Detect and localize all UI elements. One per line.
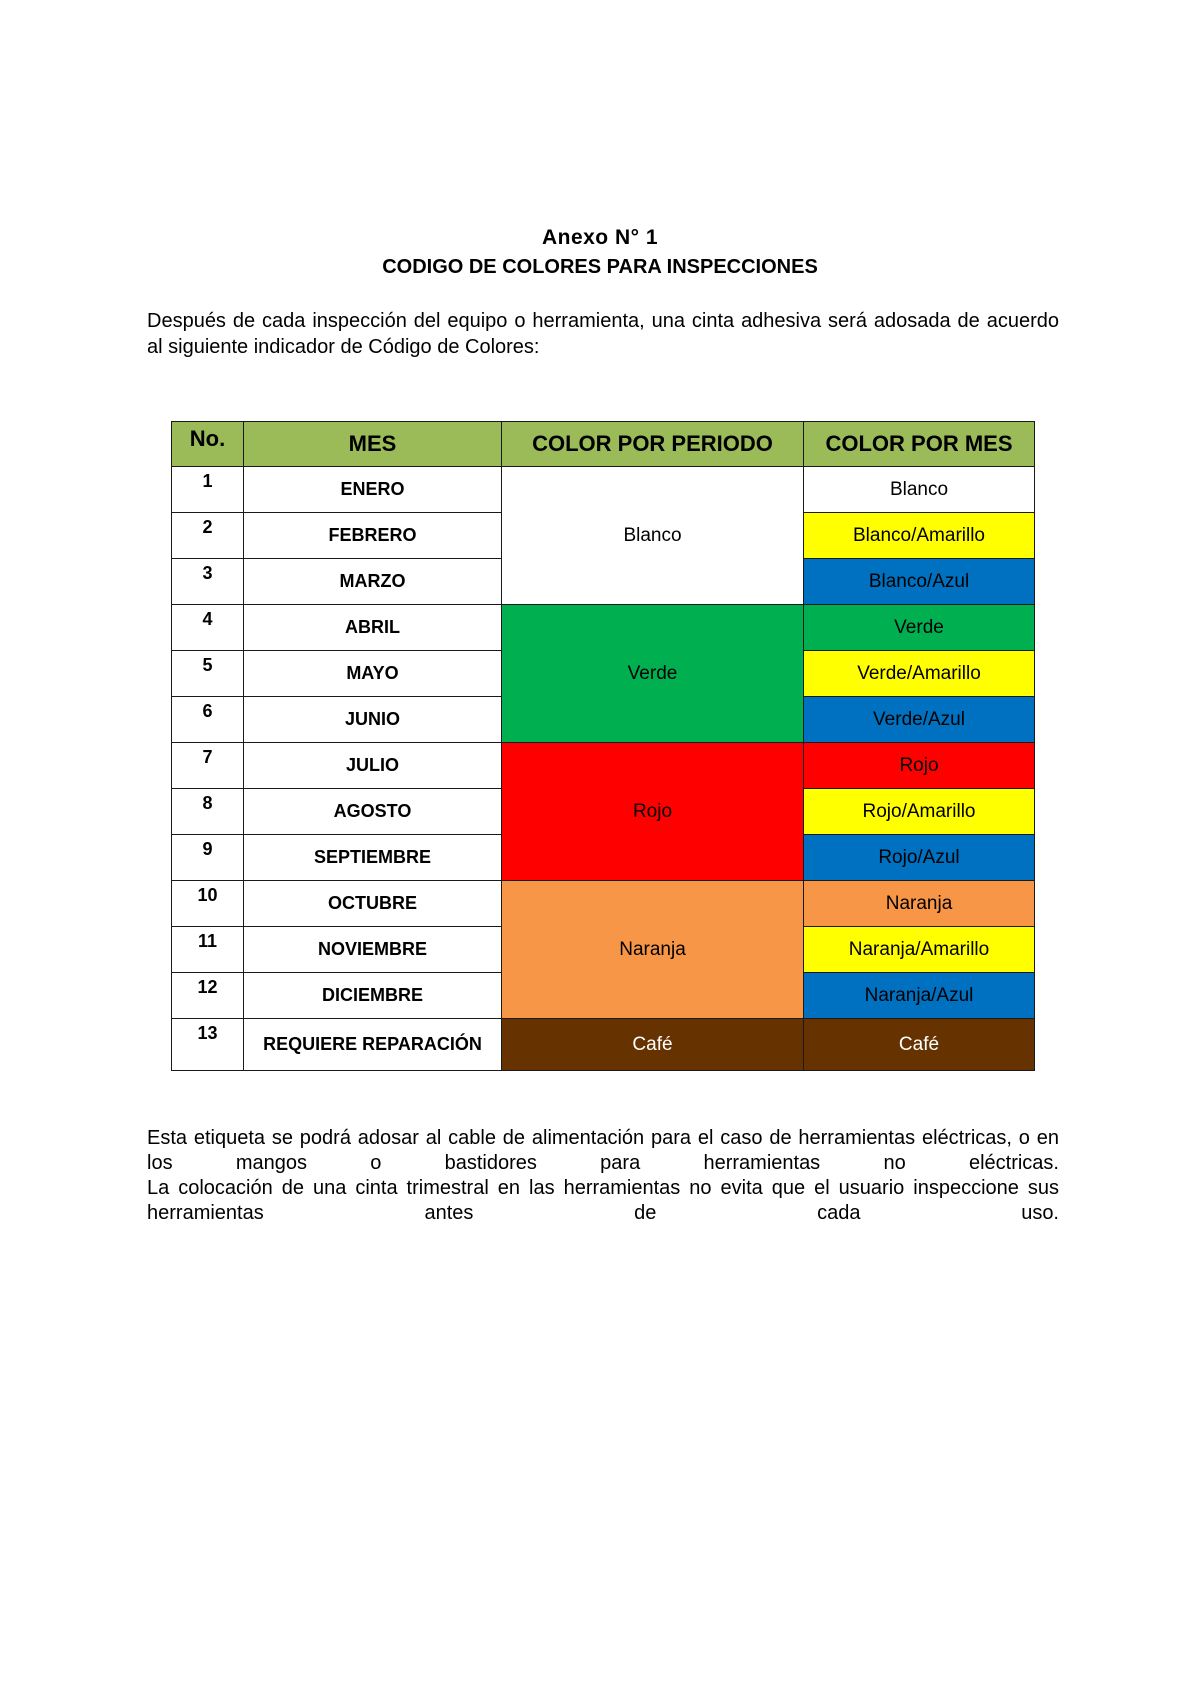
month-color-cell: Verde/Azul [804, 697, 1035, 743]
closing-paragraph-2: La colocación de una cinta trimestral en las herramientas no evita que el usuario inspeccione sus herramientas antes de cada uso. [147, 1177, 1059, 1224]
month-name: FEBRERO [244, 513, 502, 559]
month-color-cell: Rojo [804, 743, 1035, 789]
row-number: 4 [172, 605, 244, 651]
month-color-cell: Naranja/Amarillo [804, 927, 1035, 973]
month-name: MARZO [244, 559, 502, 605]
closing-paragraph-1: Esta etiqueta se podrá adosar al cable de alimentación para el caso de herramientas eléctricas, o en los mangos o bastidores para herramientas no eléctricas. [147, 1127, 1059, 1174]
period-color-cell: Verde [502, 605, 804, 743]
period-color-cell: Café [502, 1019, 804, 1071]
month-color-cell: Verde/Amarillo [804, 651, 1035, 697]
header-color-mes: COLOR POR MES [804, 422, 1035, 467]
row-number: 8 [172, 789, 244, 835]
row-number: 7 [172, 743, 244, 789]
header-no: No. [172, 422, 244, 467]
month-name: NOVIEMBRE [244, 927, 502, 973]
month-name: JUNIO [244, 697, 502, 743]
month-name: DICIEMBRE [244, 973, 502, 1019]
row-number: 10 [172, 881, 244, 927]
row-number: 12 [172, 973, 244, 1019]
month-name: SEPTIEMBRE [244, 835, 502, 881]
month-color-cell: Rojo/Amarillo [804, 789, 1035, 835]
table-header-row [172, 422, 1035, 467]
month-name: JULIO [244, 743, 502, 789]
month-color-cell: Blanco [804, 467, 1035, 513]
row-number: 11 [172, 927, 244, 973]
month-color-cell: Verde [804, 605, 1035, 651]
table-row [172, 605, 1035, 651]
intro-paragraph: Después de cada inspección del equipo o herramienta, una cinta adhesiva será adosada de acuerdo al siguiente indicador de Código de Colores: [147, 310, 1059, 358]
annex-title: Anexo N° 1 [541, 226, 659, 249]
month-name: OCTUBRE [244, 881, 502, 927]
header-mes: MES [244, 422, 502, 467]
header-color-periodo: COLOR POR PERIODO [502, 422, 804, 467]
table-row [172, 1019, 1035, 1071]
month-color-cell: Naranja/Azul [804, 973, 1035, 1019]
color-code-table [171, 421, 1035, 1071]
table-row [172, 743, 1035, 789]
row-number: 5 [172, 651, 244, 697]
table-row [172, 881, 1035, 927]
period-color-cell: Rojo [502, 743, 804, 881]
row-number: 9 [172, 835, 244, 881]
month-color-cell: Naranja [804, 881, 1035, 927]
month-name: REQUIERE REPARACIÓN [244, 1019, 502, 1071]
month-name: AGOSTO [244, 789, 502, 835]
month-name: MAYO [244, 651, 502, 697]
month-color-cell: Rojo/Azul [804, 835, 1035, 881]
month-name: ABRIL [244, 605, 502, 651]
row-number: 13 [172, 1019, 244, 1071]
document-title: CODIGO DE COLORES PARA INSPECCIONES [382, 256, 818, 278]
month-color-cell: Café [804, 1019, 1035, 1071]
month-name: ENERO [244, 467, 502, 513]
row-number: 6 [172, 697, 244, 743]
row-number: 2 [172, 513, 244, 559]
row-number: 1 [172, 467, 244, 513]
month-color-cell: Blanco/Azul [804, 559, 1035, 605]
period-color-cell: Naranja [502, 881, 804, 1019]
period-color-cell: Blanco [502, 467, 804, 605]
row-number: 3 [172, 559, 244, 605]
closing-text [147, 1126, 1059, 1226]
month-color-cell: Blanco/Amarillo [804, 513, 1035, 559]
table-row [172, 467, 1035, 513]
